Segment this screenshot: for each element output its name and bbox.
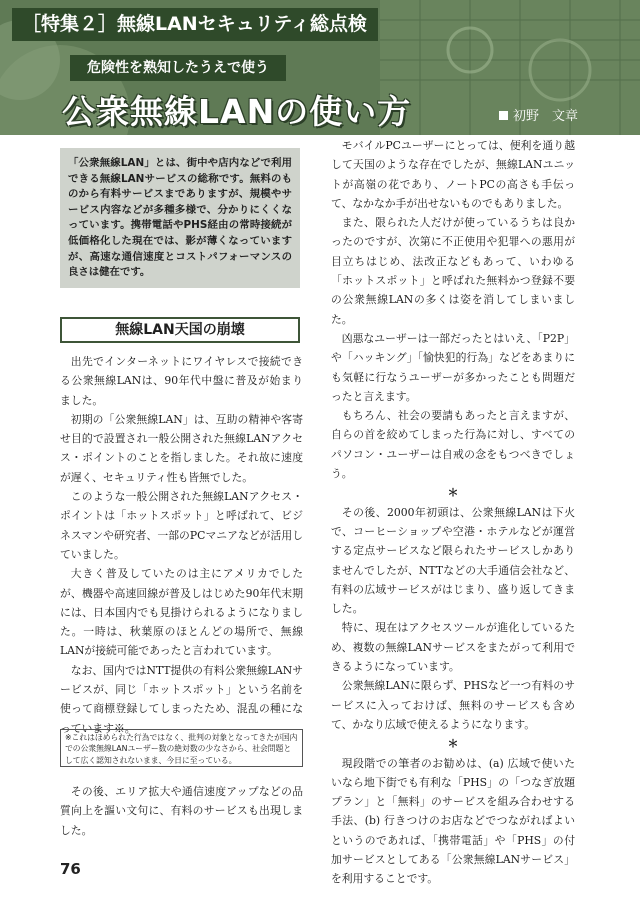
paragraph: 大きく普及していたのは主にアメリカでしたが、機器や高速回線が普及しはじめた90年代末期には、日本国内でも見掛けられるようになりました。一時は、秋葉原のほとんどの場所で、無線LANが接続可能であったと言われています。 [60,567,303,658]
body-column-right [331,136,575,889]
series-title: ［特集２］無線LANセキュリティ総点検 [12,8,378,41]
paragraph: このような一般公開された無線LANアクセス・ポイントは「ホットスポット」と呼ばれて、ビジネスマンや研究者、一部のPCマニアなどが活用していました。 [60,490,303,561]
article-header [0,0,640,135]
paragraph: なお、国内ではNTT提供の有料公衆無線LANサービスが、同じ「ホットスポット」という名前を使って商標登録してしまったため、混乱の種になっています※。 [60,663,303,735]
section-divider-asterisk: ＊ [447,737,459,751]
footnote-box: ※これはほめられた行為ではなく、批判の対象となってきたが国内での公衆無線LANユーザー数の絶対数の少なさから、社会問題として広く認知されないまま、今日に至っている。 [60,729,303,767]
paragraph: 公衆無線LANに限らず、PHSなど一つ有料のサービスに入っておけば、無料のサービスも含めて、かなり広域で使えるようになります。 [331,679,575,731]
paragraph: 現段階での筆者のお勧めは、(a) 広域で使いたいなら地下街でも有利な「PHS」の「つなぎ放題プラン」と「無料」のサービスを組み合わせする手法、(b) 行きつけのお店などでつながればよいというのであれば、「携帯電話」や「PHS」の付加サービスとしてある「公衆無線LANサービス」を利用することです。 [331,756,575,886]
paragraph: その後、2000年初頭は、公衆無線LANは下火で、コーヒーショップや空港・ホテルなどが運営する定点サービスなど限られたサービスしかありませんでしたが、NTTなどの大手通信会社など、有料の広域サービスがはじまり、盛り返してきました。 [331,505,575,616]
lead-summary: 「公衆無線LAN」とは、街中や店内などで利用できる無線LANサービスの総称です。無料のものから有料サービスまでありますが、規模やサービス内容などが多種多様で、分かりにくくなっています。携帯電話やPHS経由の常時接続が低価格化した現在では、影が薄くなっていますが、高速な通信速度とコストパフォーマンスの良さは健在です。 [60,148,300,288]
paragraph: もちろん、社会の要請もあったと言えますが、自らの首を絞めてしまった行為に対し、すべてのパソコン・ユーザーは自戒の念をもつべきでしょう。 [331,409,575,481]
body-column-left [60,352,303,738]
paragraph: 出先でインターネットにワイヤレスで接続できる公衆無線LANは、90年代中盤に普及が始まりました。 [60,355,303,407]
section-heading: 無線LAN天国の崩壊 [60,317,300,343]
section-divider-asterisk: ＊ [447,486,459,500]
square-bullet-icon [499,111,508,120]
article-tagline: 危険性を熟知したうえで使う [70,55,286,81]
paragraph: 凶悪なユーザーは一部だったとはいえ、「P2P」や「ハッキング」「愉快犯的行為」などをあまりにも気軽に行なうユーザーが多かったことも問題だったと言えます。 [331,331,575,403]
page-number: 76 [60,860,81,878]
body-column-left-continued [60,782,303,840]
paragraph: 初期の「公衆無線LAN」は、互助の精神や客寄せ目的で設置され一般公開された無線LANアクセス・ポイントのことを指しました。それ故に速度が遅く、セキュリティ性も皆無でした。 [60,412,303,484]
paragraph: モバイルPCユーザーにとっては、便利を通り越して天国のような存在でしたが、無線LANユニットが高嶺の花であり、ノートPCの高さも手伝って、なかなか手が出せないものでもありました。 [331,139,575,210]
article-title: 公衆無線LANの使い方 [62,92,412,131]
author-byline [499,105,578,124]
paragraph: また、限られた人だけが使っているうちは良かったのですが、次第に不正使用や犯罪への悪用が目立ちはじめ、法改正などもあって、いわゆる「ホットスポット」と呼ばれた無料かつ登録不要の公衆無線LANの多くは姿を消してしまいました。 [331,216,575,326]
paragraph: その後、エリア拡大や通信速度アップなどの品質向上を謳い文句に、有料のサービスも出現しました。 [60,785,303,837]
author-name: 初野 文章 [512,109,578,124]
paragraph: 特に、現在はアクセスツールが進化しているため、複数の無線LANサービスをまたがって利用できるようになっています。 [331,621,575,674]
